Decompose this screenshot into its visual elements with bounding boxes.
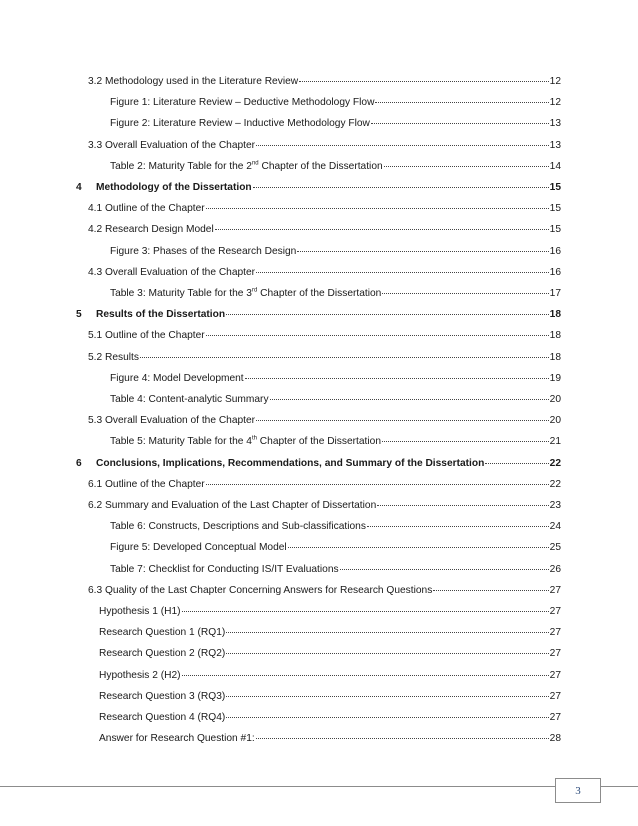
toc-page-number: 14 [549,160,561,172]
dot-leader [384,166,549,167]
dot-leader [367,526,549,527]
toc-page-number: 27 [549,669,561,681]
dot-leader [485,463,548,464]
toc-entry-title-part: Table 2: Maturity Table for the 2 [110,160,252,172]
dot-leader [226,696,548,697]
toc-entry[interactable] [88,499,561,512]
toc-entry-title: 3.2 Methodology used in the Literature Review [88,76,299,87]
toc-entry[interactable] [88,414,561,427]
dot-leader [206,335,549,336]
toc-page-number: 23 [549,500,561,511]
toc-chapter-entry[interactable] [76,308,561,321]
toc-entry-title-part: Chapter of the Dissertation [258,160,383,172]
dot-leader [256,272,549,273]
toc-entry-title: 4.2 Research Design Model [88,224,214,236]
toc-entry-title: 6.2 Summary and Evaluation of the Last Chapter of Dissertation [88,500,377,511]
toc-chapter-number: 6 [76,457,82,469]
toc-entry-title: Table 6: Constructs, Descriptions and Sub-classifications [110,521,366,533]
toc-entry[interactable] [99,711,561,724]
dot-leader [288,547,549,548]
dot-leader [256,145,549,146]
ordinal-superscript: rd [251,287,258,294]
footer-rule [0,786,555,787]
dot-leader [375,102,548,103]
toc-page-number: 12 [549,76,561,87]
toc-entry[interactable] [88,139,561,152]
toc-entry-title [110,435,381,448]
toc-page-number: 16 [549,245,561,257]
toc-entry-title: 6.1 Outline of the Chapter [88,478,205,490]
toc-entry[interactable] [110,372,561,385]
toc-entry-title: Methodology of the Dissertation [96,182,252,193]
toc-entry-title: Research Question 2 (RQ2) [99,648,226,660]
toc-entry[interactable] [99,605,561,618]
toc-page-number: 18 [549,330,561,342]
toc-entry[interactable] [99,669,561,682]
dot-leader [215,229,549,230]
toc-page-number: 26 [549,563,561,575]
toc-entry-title: Answer for Research Question #1: [99,733,255,745]
dot-leader [433,590,548,591]
toc-entry[interactable] [88,75,561,88]
toc-entry[interactable] [110,393,561,406]
toc-page-number: 27 [549,648,561,660]
toc-entry-title: 3.3 Overall Evaluation of the Chapter [88,139,256,151]
toc-page-number: 25 [549,542,561,554]
dot-leader [226,314,549,315]
dot-leader [377,505,548,506]
toc-entry-title: Hypothesis 2 (H2) [99,669,181,681]
toc-entry-title: Figure 3: Phases of the Research Design [110,245,297,257]
toc-entry-title: 4.3 Overall Evaluation of the Chapter [88,266,256,278]
toc-entry[interactable] [88,266,561,279]
dot-leader [140,357,549,358]
toc-entry[interactable] [99,690,561,703]
dot-leader [340,569,549,570]
toc-entry[interactable] [110,287,561,300]
toc-page-number: 20 [549,415,561,427]
toc-entry[interactable] [110,160,561,173]
toc-entry-title: Research Question 4 (RQ4) [99,712,226,723]
toc-entry[interactable] [88,351,561,364]
toc-entry-title-part: Chapter of the Dissertation [256,436,381,448]
toc-page-number: 12 [549,97,561,109]
toc-page-number: 27 [549,606,561,617]
toc-entry-title: Table 4: Content-analytic Summary [110,394,269,405]
toc-chapter-number: 5 [76,309,82,321]
dot-leader [206,484,549,485]
page-number-box [555,778,601,803]
dot-leader [270,399,549,400]
dot-leader [226,653,548,654]
toc-page-number: 21 [549,436,561,448]
toc-entry-title: 4.1 Outline of the Chapter [88,203,205,215]
toc-entry[interactable] [110,541,561,554]
toc-page-number: 15 [549,224,561,236]
dot-leader [256,420,549,421]
toc-page-number: 13 [549,118,561,130]
dot-leader [206,208,549,209]
toc-entry-title [110,287,381,300]
toc-page-number: 22 [549,457,561,469]
page-number: 3 [575,784,581,797]
toc-entry[interactable] [110,96,561,109]
toc-entry-title: Conclusions, Implications, Recommendations, and Summary of the Dissertation [96,457,485,469]
toc-chapter-entry[interactable] [76,181,561,194]
toc-entry[interactable] [88,478,561,491]
toc-page-number: 27 [549,584,561,596]
toc-entry[interactable] [110,117,561,130]
toc-entry-title-part: Table 3: Maturity Table for the 3 [110,288,252,299]
toc-page-number: 13 [549,139,561,151]
toc-entry-title: Results of the Dissertation [96,309,226,321]
footer-rule [601,786,638,787]
toc-entry-title [110,160,383,173]
toc-page-number: 16 [549,266,561,278]
toc-entry[interactable] [99,647,561,660]
toc-entry-title-part: Chapter of the Dissertation [257,288,382,299]
dot-leader [371,123,549,124]
toc-entry-title: Figure 4: Model Development [110,372,244,384]
dot-leader [253,187,549,188]
ordinal-superscript: nd [251,160,259,167]
toc-entry[interactable] [110,563,561,576]
toc-entry[interactable] [99,626,561,639]
toc-entry-title: 5.3 Overall Evaluation of the Chapter [88,415,256,427]
dot-leader [297,251,548,252]
toc-entry-title: Table 7: Checklist for Conducting IS/IT Evaluations [110,563,339,575]
toc-page-number: 28 [549,733,561,745]
dot-leader [182,611,549,612]
toc-entry[interactable] [88,329,561,342]
dot-leader [256,738,549,739]
toc-entry[interactable] [88,202,561,215]
toc-chapter-entry[interactable] [76,457,561,470]
toc-page-number: 18 [549,351,561,363]
toc-entry[interactable] [88,223,561,236]
toc-page-number: 22 [549,478,561,490]
dot-leader [182,675,549,676]
toc-page-number: 20 [549,394,561,405]
dot-leader [245,378,549,379]
toc-page-number: 27 [549,627,561,639]
toc-page-number: 19 [549,372,561,384]
toc-entry-title: Research Question 1 (RQ1) [99,627,226,639]
toc-page-number: 27 [549,712,561,723]
toc-page-number: 15 [549,182,561,193]
toc-page-number: 24 [549,521,561,533]
toc-entry-title-part: Table 5: Maturity Table for the 4 [110,436,252,448]
toc-page-number: 15 [549,203,561,215]
toc-entry-title: 5.1 Outline of the Chapter [88,330,205,342]
toc-entry-title: Figure 1: Literature Review – Deductive Methodology Flow [110,97,375,109]
toc-entry[interactable] [110,520,561,533]
dot-leader [226,717,548,718]
toc-entry-title: Figure 2: Literature Review – Inductive Methodology Flow [110,118,370,130]
dot-leader [382,441,549,442]
toc-entry[interactable] [110,435,561,448]
toc-entry[interactable] [99,732,561,745]
toc-entry[interactable] [110,245,561,258]
dot-leader [382,293,548,294]
toc-page-number: 18 [549,309,561,321]
toc-entry[interactable] [88,584,561,597]
toc-entry-title: 6.3 Quality of the Last Chapter Concerning Answers for Research Questions [88,584,433,596]
toc-page-number: 27 [549,690,561,702]
toc-entry-title: Research Question 3 (RQ3) [99,690,226,702]
toc-entry-title: 5.2 Results [88,351,139,363]
toc-entry-title: Figure 5: Developed Conceptual Model [110,542,287,554]
dot-leader [226,632,548,633]
toc-entry-title: Hypothesis 1 (H1) [99,606,181,617]
toc-page-number: 17 [549,288,561,299]
dot-leader [299,81,549,82]
ordinal-superscript: th [251,436,257,442]
toc-chapter-number: 4 [76,182,82,193]
